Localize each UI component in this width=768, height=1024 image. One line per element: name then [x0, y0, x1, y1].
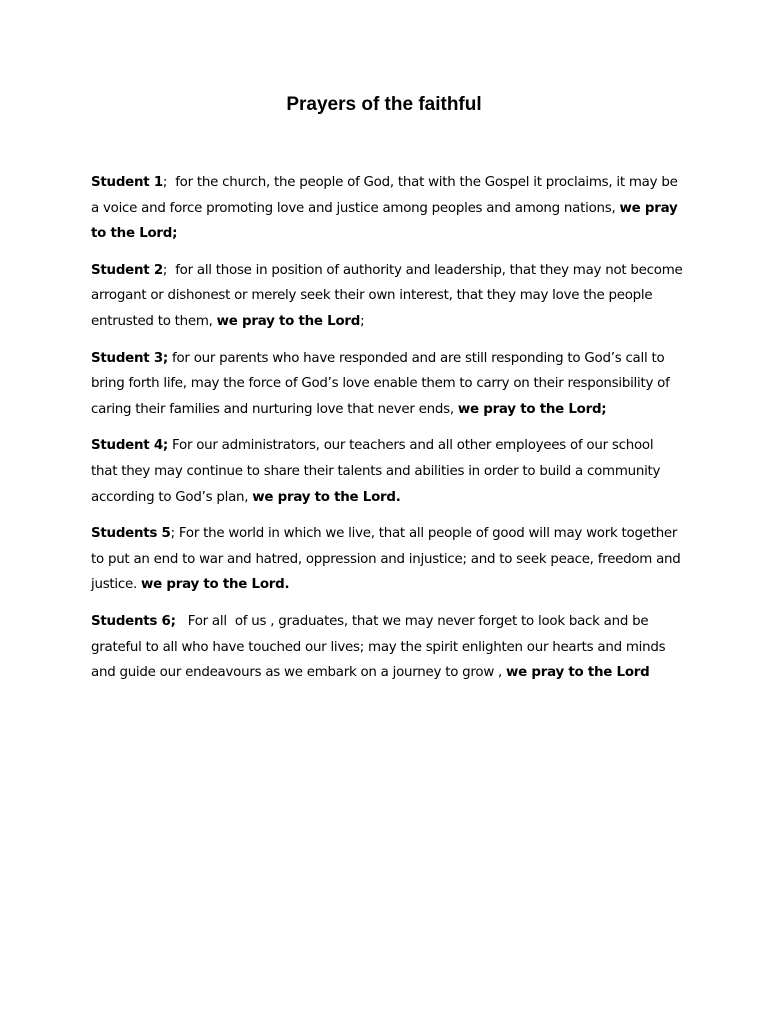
prayer-response: we pray to the Lord	[216, 313, 361, 329]
prayer-separator: ;	[162, 262, 168, 278]
prayer-paragraph-5	[91, 521, 683, 598]
prayer-label: Student 1	[91, 175, 163, 190]
prayer-label: Student 2	[91, 262, 163, 278]
prayers-body	[91, 170, 687, 697]
prayer-separator: ;	[162, 175, 168, 190]
prayer-response: we pray to the Lord.	[252, 489, 401, 505]
prayer-response: we pray to the Lord;	[457, 401, 607, 417]
prayer-label: Student 4;	[91, 438, 169, 454]
prayer-label: Student 3;	[91, 350, 169, 366]
prayer-text: for all those in position of authority and leadership, that they may not become arrogant or dishonest or merely seek their own interest, that they may love the people entrusted to them,	[91, 262, 687, 329]
prayer-paragraph-2	[91, 258, 687, 335]
prayer-paragraph-4	[91, 433, 683, 510]
prayer-text: for our parents who have responded and are still responding to God’s call to bring forth life, may the force of God’s love enable them to carry on their responsibility of caring their families and nurturing love that never ends,	[91, 350, 674, 417]
prayer-label: Students 5	[91, 526, 171, 542]
prayer-paragraph-3	[91, 346, 683, 423]
prayer-text: For our administrators, our teachers and all other employees of our school that they may continue to share their talents and abilities in order to build a community according to God’s plan,	[91, 438, 665, 505]
document-title: Prayers of the faithful	[286, 94, 482, 115]
prayer-label: Students 6;	[91, 613, 176, 629]
prayer-separator: ;	[170, 526, 175, 542]
prayer-response: we pray to the Lord	[506, 665, 650, 681]
prayer-response: we pray to the Lord;	[91, 200, 678, 242]
prayer-text: For the world in which we live, that all people of good will may work together to put an end to war and hatred, oppression and injustice; and to seek peace, freedom and justice.	[91, 526, 685, 593]
prayer-response: we pray to the Lord.	[141, 577, 290, 593]
prayer-paragraph-6	[91, 609, 683, 686]
prayer-text: for the church, the people of God, that with the Gospel it proclaims, it may be a voice and force promoting love and justice among peoples and among nations,	[91, 175, 682, 216]
prayer-paragraph-1	[91, 170, 683, 247]
prayer-text: For all of us , graduates, that we may never forget to look back and be grateful to all who have touched our lives; may the spirit enlighten our hearts and minds and guide our endeavours as we embark on a journey to grow ,	[91, 613, 670, 681]
prayer-tail: ;	[360, 313, 365, 329]
